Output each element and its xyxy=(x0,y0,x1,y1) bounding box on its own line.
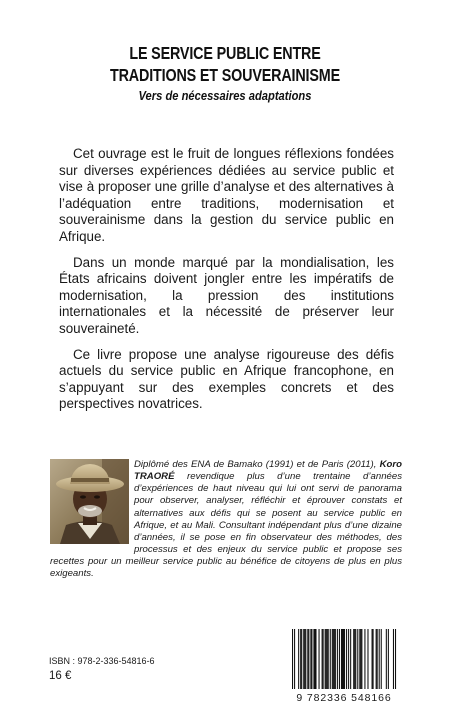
author-bio-text: revendique plus d’une trentaine d’années d’expériences de haut niveau qui lui ont servi de panorama pour observer, analyser, réfléchir et éprouver constats et alternatives aux défis qui se posent au service public en Afrique, et au Mali. Consultant indépendant plus d’une dizaine d’années, il se pose en fin observateur des méthodes, des processus et des enjeux du service public et propose ses recettes pour un meilleur service public au bénéfice de citoyens de plus en plus exigeants. xyxy=(50,471,402,580)
isbn: ISBN : 978-2-336-54816-6 xyxy=(49,656,155,666)
blurb-paragraph-1: Cet ouvrage est le fruit de longues réflexions fondées sur diverses expériences dédiées au service public et vise à proposer une grille d’analyse et des alternatives à l’adéquation entre traditions, modernisation et souverainisme dans la gestion du service public en Afrique. xyxy=(59,146,394,244)
price: 16 € xyxy=(49,670,72,682)
book-title-line-2: TRADITIONS ET SOUVERAINISME xyxy=(110,65,340,85)
barcode-digits: 9 782336 548166 xyxy=(296,692,392,704)
book-title-line-1: LE SERVICE PUBLIC ENTRE xyxy=(129,43,321,63)
blurb xyxy=(59,146,394,422)
blurb-paragraph-2: Dans un monde marqué par la mondialisation, les États africains doivent jongler entre les impératifs de modernisation, la pression des institutions internationales et la nécessité de préserver leur souveraineté. xyxy=(59,254,394,336)
author-bio xyxy=(50,459,402,581)
header xyxy=(0,42,450,105)
barcode-bars xyxy=(282,629,406,691)
photo-spacer xyxy=(50,459,134,545)
blurb-paragraph-3: Ce livre propose une analyse rigoureuse des défis actuels du service public en Afrique francophone, en s’appuyant sur des exemples concrets et des perspectives novatrices. xyxy=(59,346,394,412)
author-bio-intro: Diplômé des ENA de Bamako (1991) et de Paris (2011), xyxy=(134,459,377,470)
author-name: Koro TRAORÉ xyxy=(134,459,402,483)
book-subtitle: Vers de nécessaires adaptations xyxy=(138,88,312,103)
